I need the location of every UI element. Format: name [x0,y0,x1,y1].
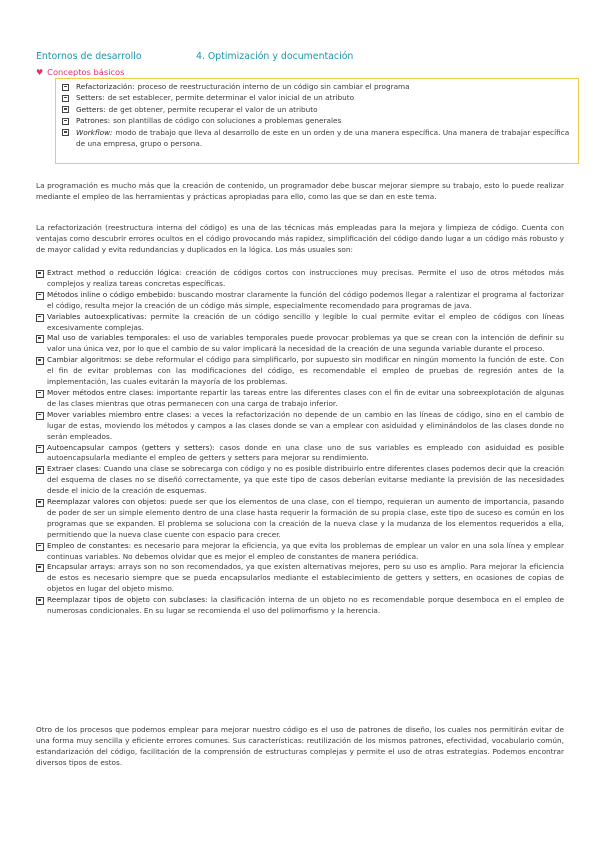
list-item [36,333,564,355]
definitions-box [55,78,579,164]
definition-item [62,116,572,127]
list-item [36,268,564,290]
definition-item [62,93,572,104]
checkbox-bullet-icon [36,357,44,365]
list-item [36,443,564,465]
technique-text: a veces la refactorización no depende de un cambio en las líneas de código, sino en el cambio de lugar de estas, moviendo los métodos y campos a las clases donde se van a emplear con asiduidad y eliminándolos de las clases donde no serán empleados. [47,409,564,441]
technique-label: Autoencapsular campos (getters y setters): [47,442,215,452]
definition-item [62,128,572,150]
design-patterns-paragraph: Otro de los procesos que podemos emplear para mejorar nuestro código es el uso de patrones de diseño, los cuales nos permitirán evitar de una forma muy sencilla y eficiente errores comunes. Sus características: reutilización de los mismos patrones, efectividad, vocabulario común, estandarización del código, facilitación de la comprensión de estructuras complejas y permite el uso de otras estrategias. Podemos encontrar diversos tipos de estos. [36,725,564,767]
checkbox-bullet-icon [36,466,44,474]
checkbox-bullet-icon [36,564,44,572]
checkbox-bullet-icon [36,335,44,343]
list-item [36,464,564,497]
checkbox-bullet-icon [36,314,44,322]
list-item [36,562,564,595]
checkbox-bullet-icon [36,270,44,278]
intro-paragraph: La programación es mucho más que la creación de contenido, un programador debe buscar mejorar siempre su trabajo, esto lo puede realizar mediante el empleo de las herramientas y prácticas apropiadas para ello, como las que se dan en este tema. [36,181,564,201]
checkbox-bullet-icon [36,292,44,300]
heart-icon: ♥ [36,68,44,77]
checkbox-bullet-icon [62,106,69,113]
definition-item [62,105,572,116]
list-item [36,595,564,617]
technique-text: la clasificación interna de un objeto no es recomendable porque desemboca en el empleo de numerosas condicionales. En su lugar se recomienda el uso del polimorfismo y la herencia. [47,595,564,616]
definition-term: Getters: [76,104,106,114]
checkbox-bullet-icon [36,499,44,507]
definition-term: Refactorización: [76,82,135,91]
technique-text: arrays son no son recomendados, ya que existen alternativas mejores, pero su uso es amplio. Para mejorar la eficiencia de estos es necesario siempre que se pueda encapsularlos mediante el establecimiento de getters y setters, en ocasiones de copias de objetos en lugar del objeto mismo. [47,562,564,594]
checkbox-bullet-icon [36,597,44,605]
technique-label: Mover variables miembro entre clases: [47,409,192,419]
list-item [36,355,564,388]
checkbox-bullet-icon [36,412,44,420]
technique-label: Encapsular arrays: [47,562,116,572]
checkbox-bullet-icon [62,84,69,91]
checkbox-bullet-icon [62,129,69,136]
technique-label: Extract method o reducción lógica: [47,268,182,277]
checkbox-bullet-icon [36,445,44,453]
list-item [36,541,564,563]
technique-text: buscando mostrar claramente la función del código podemos llegar a ralentizar el programa al factorizar el código, resulta mejor la creación de un código más simple, especialmente recomendado para programas de java. [47,289,564,310]
technique-label: Extraer clases: [47,464,102,474]
checkbox-bullet-icon [62,95,69,102]
techniques-list [36,268,564,617]
section-title: Conceptos básicos [47,67,125,77]
technique-label: Cambiar algoritmos: [47,355,122,365]
definition-text: modo de trabajo que lleva al desarrollo de este en un orden y de una manera específica. Una manera de trabajar específica de una empresa, grupo o persona. [76,127,570,148]
definition-term: Workflow: [76,127,113,137]
technique-label: Reemplazar valores con objetos: [47,497,168,507]
technique-text: creación de códigos cortos con instrucciones muy precisas. Permite el uso de otros métodos más complejos y realiza tareas concretas específicas. [47,268,564,288]
technique-text: puede ser que los elementos de una clase, con el tiempo, requieran un aumento de importancia, pasando de poder de ser un simple elemento dentro de una clase hasta requerir la formación de su propia clase, este tipo de suceso es común en los programas que se expanden. El problema se soluciona con la creación de la nueva clase y la mudanza de los elementos requeridos a ella, permitiendo que la nueva clase cuente con espacio para crecer. [47,497,564,539]
definition-term: Patrones: [76,116,111,126]
list-item [36,388,564,410]
technique-text: es necesario para mejorar la eficiencia, ya que evita los problemas de emplear un valor en una sola línea y emplear continuas variables. No debemos olvidar que es mejor el empleo de constantes de manera periódica. [47,540,564,561]
technique-label: Variables autoexplicativas: [47,311,147,321]
page-header [36,52,564,66]
definition-text: son plantillas de código con soluciones a problemas generales [113,116,342,126]
technique-label: Mal uso de variables temporales: [47,333,171,343]
technique-label: Métodos inline o código embebido: [47,289,176,299]
technique-text: Cuando una clase se sobrecarga con código y no es posible distribuirlo entre diferentes clases podemos decir que la creación del esquema de clases no se diseñó correctamente, ya que este tipo de casos deberían evitarse mediante la previsión de las necesidades desde el inicio de la creación de esquemas. [47,464,564,496]
checkbox-bullet-icon [36,543,44,551]
list-item [36,410,564,443]
chapter-title: 4. Optimización y documentación [196,51,354,62]
definition-term: Setters: [76,93,105,103]
checkbox-bullet-icon [62,118,69,125]
technique-text: casos donde en una clase uno de sus variables es empleado con asiduidad es posible autoencapsularla mediante el empleo de getters y setters para mejorar su rendimiento. [47,442,564,463]
list-item [36,312,564,334]
list-item [36,290,564,312]
definition-text: proceso de reestructuración interno de un código sin cambiar el programa [137,82,410,91]
definition-text: de set establecer, permite determinar el valor inicial de un atributo [107,93,355,103]
technique-text: importante repartir las tareas entre las diferentes clases con el fin de evitar una sobreexplotación de algunas de las clases mientras que otras permanecen con una carga de trabajo inferior. [47,387,564,408]
technique-label: Empleo de constantes: [47,540,132,550]
technique-text: el uso de variables temporales puede provocar problemas ya que se crean con la intención de definir su valor una única vez, por lo que el cambio de su valor implicará la necesidad de la creación de una segunda variable durante el proceso. [47,333,564,354]
course-title: Entornos de desarrollo [36,51,142,62]
checkbox-bullet-icon [36,390,44,398]
definition-item [62,82,572,93]
definition-text: de get obtener, permite recuperar el valor de un atributo [108,104,318,114]
technique-label: Mover métodos entre clases: [47,387,155,397]
refactoring-paragraph: La refactorización (reestructura interna del código) es una de las técnicas más empleadas para la mejora y limpieza de código. Cuenta con ventajas como descubrir errores ocultos en el código provocando más rapidez, simplificación del código dando lugar a un código más robusto y de mayor calidad y evita redundancias y duplicados en la lógica. Los más usuales son: [36,223,564,254]
technique-text: permite la creación de un código sencillo y legible lo cual permite evitar el empleo de códigos con líneas excesivamente complejas. [47,311,564,332]
technique-text: se debe reformular el código para simplificarlo, por supuesto sin modificar en ningún momento la función de este. Con el fin de evitar problemas con las modificaciones del código, es recomendable el empleo de pruebas de regresión antes de la implementación, las cuales evitarán la mayoría de los problemas. [47,355,564,387]
list-item [36,497,564,541]
technique-label: Reemplazar tipos de objeto con subclases: [47,595,208,605]
